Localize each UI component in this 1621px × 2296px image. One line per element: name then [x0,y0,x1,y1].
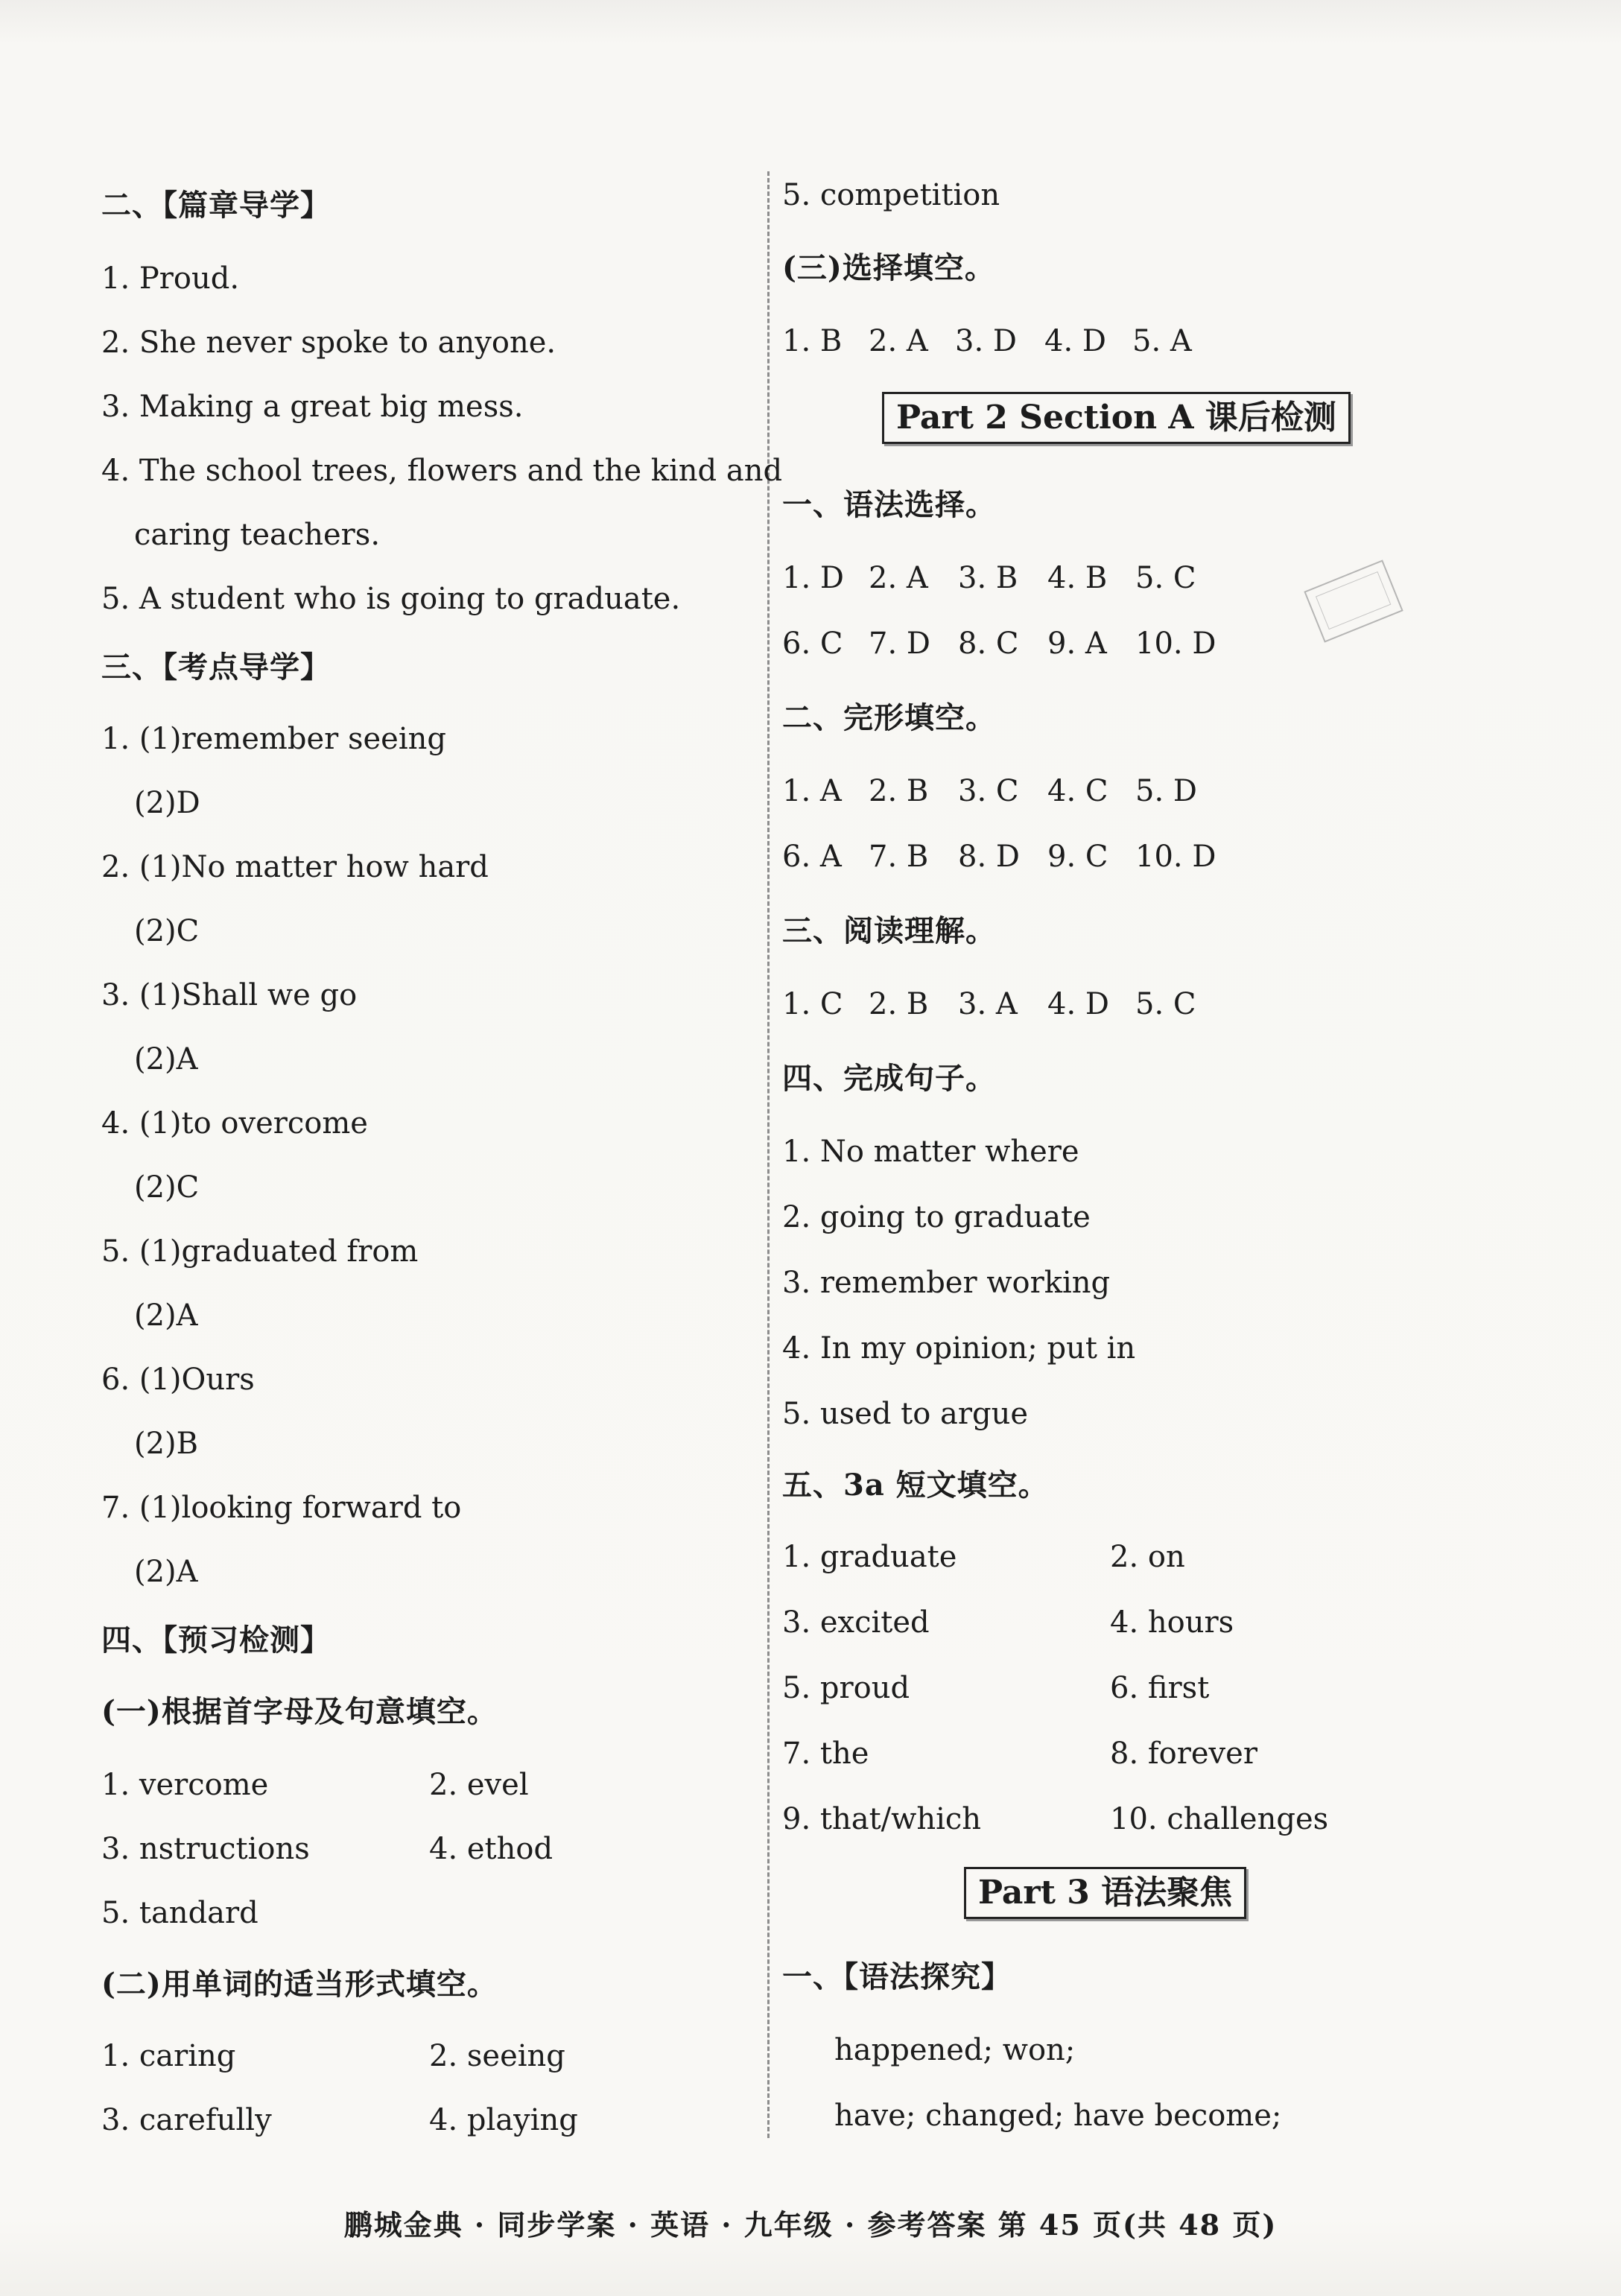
answer-line: 1. (1)remember seeing [101,722,447,756]
answer-cell: 5. proud [782,1671,910,1705]
answer-cell: 4. C [1047,774,1108,808]
answer-cell: 3. C [958,774,1019,808]
answer-line: 7. (1)looking forward to [101,1491,462,1525]
answer-cell: 7. D [869,627,930,661]
answer-cell: 4. hours [1110,1605,1234,1640]
answer-cell: 2. A [869,324,928,358]
answer-row [782,322,1192,361]
answer-pair [101,1830,553,1868]
section-heading: 二、【篇章导学】 [101,188,331,223]
answer-row [782,985,1196,1024]
answer-cell: 2. B [869,987,929,1021]
answer-line: 5. (1)graduated from [101,1234,419,1269]
answer-line: 4. (1)to overcome [101,1106,368,1141]
answer-cell: 4. B [1047,561,1108,595]
answer-cell: 8. C [958,627,1019,661]
answer-cell: 2. seeing [429,2039,565,2073]
answer-line: (2)B [134,1427,199,1461]
page-footer: 鹏城金典 · 同步学案 · 英语 · 九年级 · 参考答案 第 45 页(共 48 页) [343,2208,1278,2242]
answer-cell: 3. nstructions [101,1832,310,1866]
answer-cell: 5. C [1135,561,1196,595]
answer-cell: 9. that/which [782,1802,982,1836]
answer-row [782,772,1197,811]
answer-line: (2)A [134,1042,198,1076]
answer-cell: 8. forever [1110,1737,1257,1771]
answer-cell: 1. B [782,324,843,358]
answer-line: 1. Proud. [101,261,240,296]
answer-pair [101,1894,429,1932]
answer-pair [101,2037,565,2075]
answer-cell: 10. D [1135,627,1216,661]
answer-line: 5. used to argue [782,1397,1029,1431]
answer-line: (2)A [134,1555,198,1589]
answer-pair [782,1734,1257,1773]
answer-pair [782,1538,1185,1576]
answer-cell: 1. C [782,987,843,1021]
answer-line: 2. She never spoke to anyone. [101,326,556,360]
answer-pair [782,1669,1209,1707]
answer-line: 3. remember working [782,1266,1111,1300]
answer-line: 3. (1)Shall we go [101,978,358,1012]
answer-line: (2)C [134,914,200,948]
section-heading: 三、阅读理解。 [782,913,996,948]
answer-cell: 4. ethod [429,1832,553,1866]
answer-cell: 3. B [958,561,1018,595]
answer-row [782,559,1196,597]
answer-row [782,837,1216,876]
answer-cell: 1. vercome [101,1768,269,1802]
answer-line: caring teachers. [134,518,381,552]
answer-line: have; changed; have become; [834,2099,1282,2133]
answer-line: 4. In my opinion; put in [782,1331,1136,1366]
answer-line: 4. The school trees, flowers and the kind and [101,454,783,488]
subsection-heading: (三)选择填空。 [782,250,995,285]
answer-cell: 10. challenges [1110,1802,1329,1836]
section-heading: 三、【考点导学】 [101,650,331,685]
answer-cell: 3. excited [782,1605,930,1640]
section-heading: 二、完形填空。 [782,700,996,735]
answer-cell: 4. playing [429,2103,578,2137]
section-heading: 四、完成句子。 [782,1061,996,1096]
answer-cell: 2. evel [429,1768,529,1802]
answer-cell: 10. D [1135,840,1216,874]
answer-cell: 9. A [1047,627,1107,661]
answer-row [782,624,1216,663]
answer-cell: 4. D [1044,324,1106,358]
stamp-mark [1304,559,1403,642]
section-heading: 一、【语法探究】 [782,1959,1012,1994]
answer-cell: 3. D [955,324,1017,358]
answer-cell: 7. the [782,1737,869,1771]
answer-cell: 5. tandard [101,1896,258,1930]
answer-cell: 2. B [869,774,929,808]
answer-cell: 2. A [869,561,928,595]
subsection-heading: (一)根据首字母及句意填空。 [101,1694,498,1729]
answer-cell: 5. D [1135,774,1197,808]
answer-line: 6. (1)Ours [101,1363,255,1397]
answer-line: 5. A student who is going to graduate. [101,582,681,616]
section-heading: 四、【预习检测】 [101,1623,331,1658]
answer-line: 3. Making a great big mess. [101,390,524,424]
answer-cell: 4. D [1047,987,1109,1021]
answer-line: (2)A [134,1298,198,1333]
answer-cell: 9. C [1047,840,1108,874]
answer-pair [101,1766,529,1804]
answer-cell: 8. D [958,840,1020,874]
section-heading: 一、语法选择。 [782,487,996,522]
answer-cell: 6. A [782,840,842,874]
answer-cell: 7. B [869,840,929,874]
answer-line: happened; won; [834,2033,1076,2067]
answer-line: (2)C [134,1170,200,1205]
answer-pair [782,1800,1328,1839]
section-heading: 五、3a 短文填空。 [782,1468,1049,1503]
answer-cell: 5. A [1132,324,1192,358]
answer-pair [101,2101,578,2140]
answer-cell: 1. caring [101,2039,236,2073]
part-3-title: Part 3 语法聚焦 [964,1867,1246,1919]
answer-cell: 1. D [782,561,844,595]
subsection-heading: (二)用单词的适当形式填空。 [101,1967,498,2002]
answer-cell: 3. A [958,987,1018,1021]
answer-line: 5. competition [782,178,1000,212]
answer-cell: 1. graduate [782,1540,957,1574]
answer-line: 2. (1)No matter how hard [101,850,489,884]
answer-cell: 2. on [1110,1540,1185,1574]
answer-cell: 6. C [782,627,843,661]
answer-line: (2)D [134,786,200,820]
answer-cell: 1. A [782,774,842,808]
answer-cell: 3. carefully [101,2103,272,2137]
answer-cell: 5. C [1135,987,1196,1021]
answer-line: 1. No matter where [782,1135,1079,1169]
answer-line: 2. going to graduate [782,1200,1091,1234]
part-2-title: Part 2 Section A 课后检测 [882,392,1351,444]
answer-pair [782,1603,1234,1642]
answer-cell: 6. first [1110,1671,1210,1705]
